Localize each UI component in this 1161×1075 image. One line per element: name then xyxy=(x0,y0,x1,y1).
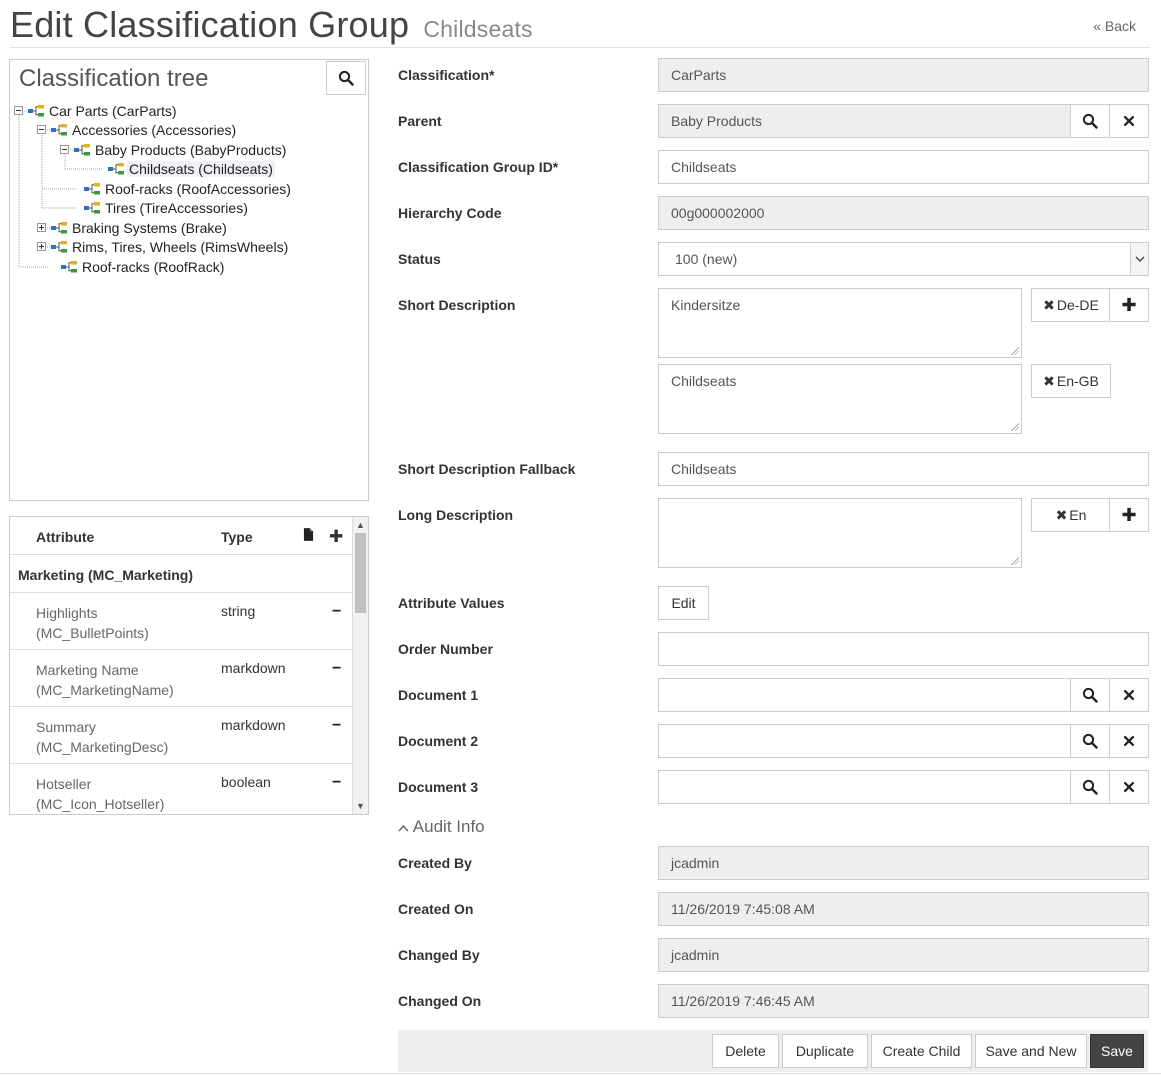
tree-node-label: Braking Systems (Brake) xyxy=(72,219,227,236)
classification-node-icon xyxy=(84,202,100,214)
attribute-code-text: (MC_BulletPoints) xyxy=(36,625,149,641)
minus-icon[interactable]: − xyxy=(332,717,342,734)
tree-node-accessories[interactable] xyxy=(37,120,238,139)
attribute-panel xyxy=(9,516,369,815)
classification-node-icon xyxy=(28,105,44,117)
close-icon xyxy=(1122,688,1136,702)
attribute-name-text: Hotseller xyxy=(36,776,92,792)
group-id-label: Classification Group ID* xyxy=(398,159,559,175)
page-title-text: Edit Classification Group xyxy=(10,4,410,45)
classification-node-icon xyxy=(108,163,124,175)
attribute-name-text: Marketing Name xyxy=(36,662,139,678)
table-row xyxy=(10,707,353,764)
page-subtitle: Childseats xyxy=(423,16,533,42)
classification-node-icon xyxy=(51,222,67,234)
hierarchy-code-field: 00g000002000 xyxy=(658,196,1149,230)
remove-language-en-button[interactable] xyxy=(1031,498,1111,532)
document1-input[interactable] xyxy=(658,678,1071,712)
tree-node-label: Accessories (Accessories) xyxy=(72,121,237,138)
changed-by-field: jcadmin xyxy=(658,938,1149,972)
scroll-down-icon[interactable]: ▼ xyxy=(356,801,365,811)
tree-node-baby-products[interactable] xyxy=(60,140,288,159)
tree-node-braking-systems[interactable] xyxy=(37,218,229,237)
document2-clear-button[interactable] xyxy=(1109,724,1149,758)
add-language-button[interactable] xyxy=(1109,288,1149,322)
resize-grip-icon[interactable] xyxy=(1011,423,1019,431)
table-row xyxy=(10,650,353,707)
attribute-type: markdown xyxy=(221,660,286,676)
search-icon xyxy=(338,70,354,86)
group-id-input[interactable]: Childseats xyxy=(658,150,1149,184)
short-description-en-text: Childseats xyxy=(671,373,737,389)
long-description-label: Long Description xyxy=(398,507,514,523)
duplicate-button[interactable]: Duplicate xyxy=(782,1034,868,1068)
language-code-label: De-DE xyxy=(1056,297,1099,313)
created-by-label: Created By xyxy=(398,855,472,871)
order-number-input[interactable] xyxy=(658,632,1149,666)
attribute-name xyxy=(36,603,149,643)
page-bottom-divider xyxy=(0,1073,1161,1074)
collapse-toggle[interactable] xyxy=(14,106,23,115)
close-icon: ✖ xyxy=(1043,372,1055,389)
table-row xyxy=(10,593,353,650)
attribute-group-label: Marketing (MC_Marketing) xyxy=(18,567,194,583)
attribute-name-text: Highlights xyxy=(36,605,98,621)
attribute-type: markdown xyxy=(221,717,286,733)
close-icon: ✖ xyxy=(1043,296,1055,313)
remove-language-de-button[interactable] xyxy=(1031,288,1111,322)
remove-language-en-gb-button[interactable] xyxy=(1031,364,1111,398)
search-icon xyxy=(1082,733,1098,749)
document1-clear-button[interactable] xyxy=(1109,678,1149,712)
plus-icon: ✚ xyxy=(1121,504,1137,525)
document3-input[interactable] xyxy=(658,770,1071,804)
parent-label: Parent xyxy=(398,113,442,129)
classification-node-icon xyxy=(61,261,77,273)
short-description-de-textarea[interactable] xyxy=(658,288,1022,358)
tree-node-label: Car Parts (CarParts) xyxy=(49,102,177,119)
short-description-fallback-input[interactable]: Childseats xyxy=(658,452,1149,486)
created-on-field: 11/26/2019 7:45:08 AM xyxy=(658,892,1149,926)
tree-node-roof-accessories[interactable] xyxy=(84,179,293,198)
column-header-type: Type xyxy=(221,529,253,545)
scroll-up-icon[interactable]: ▲ xyxy=(356,520,365,530)
resize-grip-icon[interactable] xyxy=(1011,557,1019,565)
create-child-button[interactable]: Create Child xyxy=(871,1034,972,1068)
classification-node-icon xyxy=(51,124,67,136)
save-and-new-button[interactable]: Save and New xyxy=(975,1034,1087,1068)
scrollbar-thumb[interactable] xyxy=(355,533,366,613)
table-row xyxy=(10,764,353,815)
edit-attribute-values-button[interactable]: Edit xyxy=(658,586,709,620)
changed-by-label: Changed By xyxy=(398,947,480,963)
attribute-code-text: (MC_Icon_Hotseller) xyxy=(36,796,165,812)
attribute-name xyxy=(36,774,164,814)
parent-clear-button[interactable] xyxy=(1109,104,1149,138)
attribute-group-row xyxy=(10,556,353,593)
attribute-name-text: Summary xyxy=(36,719,96,735)
classification-field: CarParts xyxy=(658,58,1149,92)
minus-icon[interactable]: − xyxy=(332,774,342,791)
audit-info-toggle[interactable] xyxy=(398,817,485,837)
created-by-field: jcadmin xyxy=(658,846,1149,880)
changed-on-label: Changed On xyxy=(398,993,482,1009)
attribute-code-text: (MC_MarketingName) xyxy=(36,682,174,698)
tree-node-label: Roof-racks (RoofAccessories) xyxy=(105,180,291,197)
tree-node-label: Tires (TireAccessories) xyxy=(105,199,248,216)
classification-node-icon xyxy=(84,183,100,195)
parent-search-button[interactable] xyxy=(1070,104,1110,138)
attribute-scrollbar[interactable] xyxy=(352,517,368,814)
chevron-down-icon[interactable] xyxy=(1130,243,1148,275)
attribute-code-text: (MC_MarketingDesc) xyxy=(36,739,169,755)
plus-icon[interactable]: ✚ xyxy=(329,527,344,546)
attribute-name xyxy=(36,660,174,700)
order-number-label: Order Number xyxy=(398,641,493,657)
plus-icon: ✚ xyxy=(1121,294,1137,315)
chevron-up-icon xyxy=(398,824,409,832)
document1-search-button[interactable] xyxy=(1070,678,1110,712)
tree-node-roof-rack[interactable] xyxy=(61,257,226,276)
close-icon xyxy=(1122,114,1136,128)
short-description-fallback-label: Short Description Fallback xyxy=(398,461,576,477)
classification-tree-panel xyxy=(9,59,369,501)
attribute-type: boolean xyxy=(221,774,271,790)
hierarchy-code-label: Hierarchy Code xyxy=(398,205,502,221)
status-selected-value: 100 (new) xyxy=(675,251,738,267)
collapse-toggle[interactable] xyxy=(37,125,46,134)
attribute-type: string xyxy=(221,603,256,619)
status-label: Status xyxy=(398,251,441,267)
attribute-table-header xyxy=(10,517,353,555)
document3-search-button[interactable] xyxy=(1070,770,1110,804)
file-icon[interactable] xyxy=(303,528,314,541)
tree-search-button[interactable] xyxy=(326,61,366,95)
status-select[interactable] xyxy=(658,242,1149,276)
parent-field[interactable]: Baby Products xyxy=(658,104,1071,138)
search-icon xyxy=(1082,687,1098,703)
page-header xyxy=(10,0,1150,48)
expand-toggle[interactable] xyxy=(37,242,46,251)
expand-toggle[interactable] xyxy=(37,223,46,232)
back-link[interactable]: « Back xyxy=(1093,18,1136,34)
short-description-de-text: Kindersitze xyxy=(671,297,741,313)
attribute-values-label: Attribute Values xyxy=(398,595,505,611)
collapse-toggle[interactable] xyxy=(60,145,69,154)
close-icon xyxy=(1122,780,1136,794)
short-description-en-textarea[interactable] xyxy=(658,364,1022,434)
close-icon xyxy=(1122,734,1136,748)
close-icon: ✖ xyxy=(1055,506,1068,523)
document3-clear-button[interactable] xyxy=(1109,770,1149,804)
document2-input[interactable] xyxy=(658,724,1071,758)
delete-button[interactable]: Delete xyxy=(712,1034,779,1068)
page-title xyxy=(10,4,533,46)
save-button[interactable]: Save xyxy=(1090,1034,1144,1068)
resize-grip-icon[interactable] xyxy=(1011,347,1019,355)
tree-node-label: Baby Products (BabyProducts) xyxy=(95,141,287,158)
classification-label: Classification* xyxy=(398,67,495,83)
language-code-label: En-GB xyxy=(1056,373,1099,389)
minus-icon[interactable]: − xyxy=(332,660,342,677)
search-icon xyxy=(1082,113,1098,129)
classification-node-icon xyxy=(51,241,67,253)
column-header-attribute: Attribute xyxy=(36,529,95,545)
tree-node-label: Childseats (Childseats) xyxy=(129,160,273,177)
language-code-label: En xyxy=(1069,507,1087,523)
tree-node-label: Rims, Tires, Wheels (RimsWheels) xyxy=(72,238,289,255)
tree-node-rims-wheels[interactable] xyxy=(37,237,290,256)
tree-node-car-parts[interactable] xyxy=(14,101,179,120)
changed-on-field: 11/26/2019 7:46:45 AM xyxy=(658,984,1149,1018)
attribute-name xyxy=(36,717,168,757)
tree-node-label: Roof-racks (RoofRack) xyxy=(82,258,225,275)
document1-label: Document 1 xyxy=(398,687,479,703)
minus-icon[interactable]: − xyxy=(332,603,342,620)
audit-info-label: Audit Info xyxy=(412,817,485,836)
short-description-label: Short Description xyxy=(398,297,516,313)
search-icon xyxy=(1082,779,1098,795)
document3-label: Document 3 xyxy=(398,779,479,795)
document2-search-button[interactable] xyxy=(1070,724,1110,758)
tree-node-childseats[interactable] xyxy=(108,159,275,178)
created-on-label: Created On xyxy=(398,901,474,917)
document2-label: Document 2 xyxy=(398,733,479,749)
add-language-button[interactable] xyxy=(1109,498,1149,532)
classification-node-icon xyxy=(74,144,90,156)
tree-node-tire-accessories[interactable] xyxy=(84,198,250,217)
tree-title: Classification tree xyxy=(19,65,209,92)
long-description-textarea[interactable] xyxy=(658,498,1022,568)
